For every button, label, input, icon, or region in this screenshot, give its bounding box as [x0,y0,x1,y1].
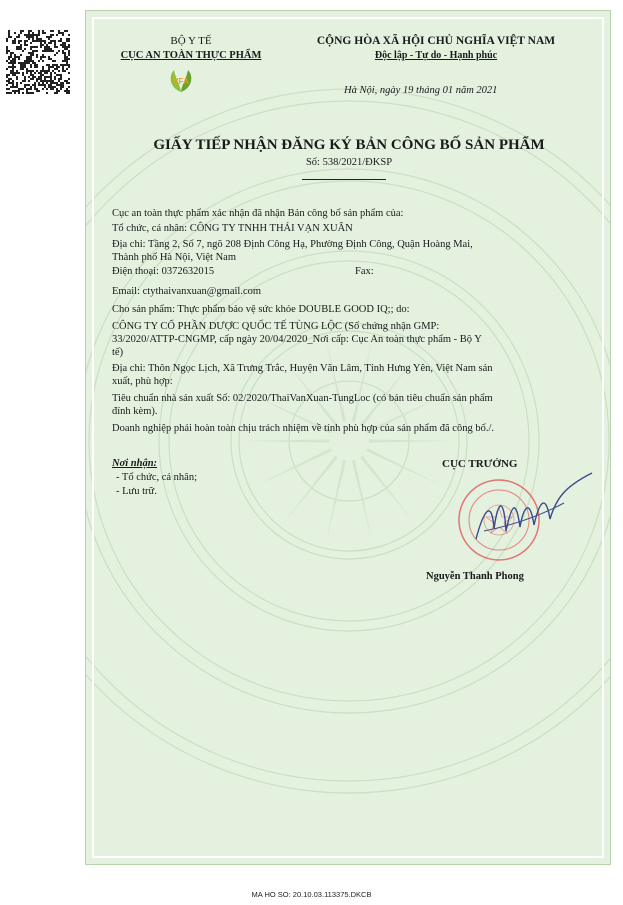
motto: Độc lập - Tự do - Hạnh phúc [374,50,498,61]
vfa-logo [166,68,196,94]
agency-name: CỤC AN TOÀN THỰC PHẨM [120,50,262,61]
phone-line: Điện thoại: 0372632015 [112,266,215,277]
address-line-2: Thành phố Hà Nội, Việt Nam [112,252,236,263]
recipient-item: - Lưu trữ. [116,486,157,497]
manufacturer-line-2: 33/2020/ATTP-CNGMP, cấp ngày 20/04/2020_Nơi cấp: Cục An toàn thực phẩm - Bộ Y [112,334,482,345]
standard-line-2: đính kèm). [112,406,158,417]
email-line: Email: ctythaivanxuan@gmail.com [112,286,262,297]
recipients-label: Nơi nhận: [112,458,158,469]
responsibility-line: Doanh nghiệp phải hoàn toàn chịu trách nhiệm về tính phù hợp của sản phẩm đã công bố./. [112,423,494,434]
organization-line: Tổ chức, cá nhân: CÔNG TY TNHH THÁI VẠN XUÂN [112,223,353,234]
standard-line-1: Tiêu chuẩn nhà sản xuất Số: 02/2020/ThaiVanXuan-TungLoc (có bản tiêu chuẩn sản phẩm [112,393,493,404]
nation-name: CỘNG HÒA XÃ HỘI CHỦ NGHĨA VIỆT NAM [316,35,556,47]
manufacturer-address-1: Địa chỉ: Thôn Ngọc Lịch, Xã Trưng Trắc, Huyện Văn Lâm, Tỉnh Hưng Yên, Việt Nam sản [112,363,493,374]
document-number: Số: 538/2021/ĐKSP [305,157,393,168]
signer-role: CỤC TRƯỞNG [442,458,518,470]
document-title: GIẤY TIẾP NHẬN ĐĂNG KÝ BẢN CÔNG BỐ SẢN PHẨM [153,137,545,153]
handwritten-signature [464,469,594,559]
vfa-logo-text: VFA [173,77,189,86]
ministry-name: BỘ Y TẾ [170,35,212,47]
manufacturer-line-1: CÔNG TY CỔ PHẦN DƯỢC QUỐC TẾ TÙNG LỘC (Số chứng nhận GMP: [112,321,440,332]
address-line-1: Địa chỉ: Tầng 2, Số 7, ngõ 208 Định Công Hạ, Phường Định Công, Quận Hoàng Mai, [112,239,473,250]
intro-line: Cục an toàn thực phẩm xác nhận đã nhận Bản công bố sản phẩm của: [112,208,404,219]
title-underline [302,179,386,180]
date-line: Hà Nội, ngày 19 tháng 01 năm 2021 [344,85,498,96]
qr-code [6,30,70,94]
signer-name: Nguyễn Thanh Phong [426,571,524,582]
manufacturer-address-2: xuất, phù hợp: [112,376,173,387]
manufacturer-line-3: tế) [112,347,124,358]
record-code: MA HO SO: 20.10.03.113375.DKCB [251,890,372,899]
fax-line: Fax: [355,266,374,277]
certificate-document [85,10,611,865]
product-line: Cho sản phẩm: Thực phẩm bảo vệ sức khỏe DOUBLE GOOD IQ;; do: [112,304,410,315]
recipient-item: - Tổ chức, cá nhân; [116,472,198,483]
